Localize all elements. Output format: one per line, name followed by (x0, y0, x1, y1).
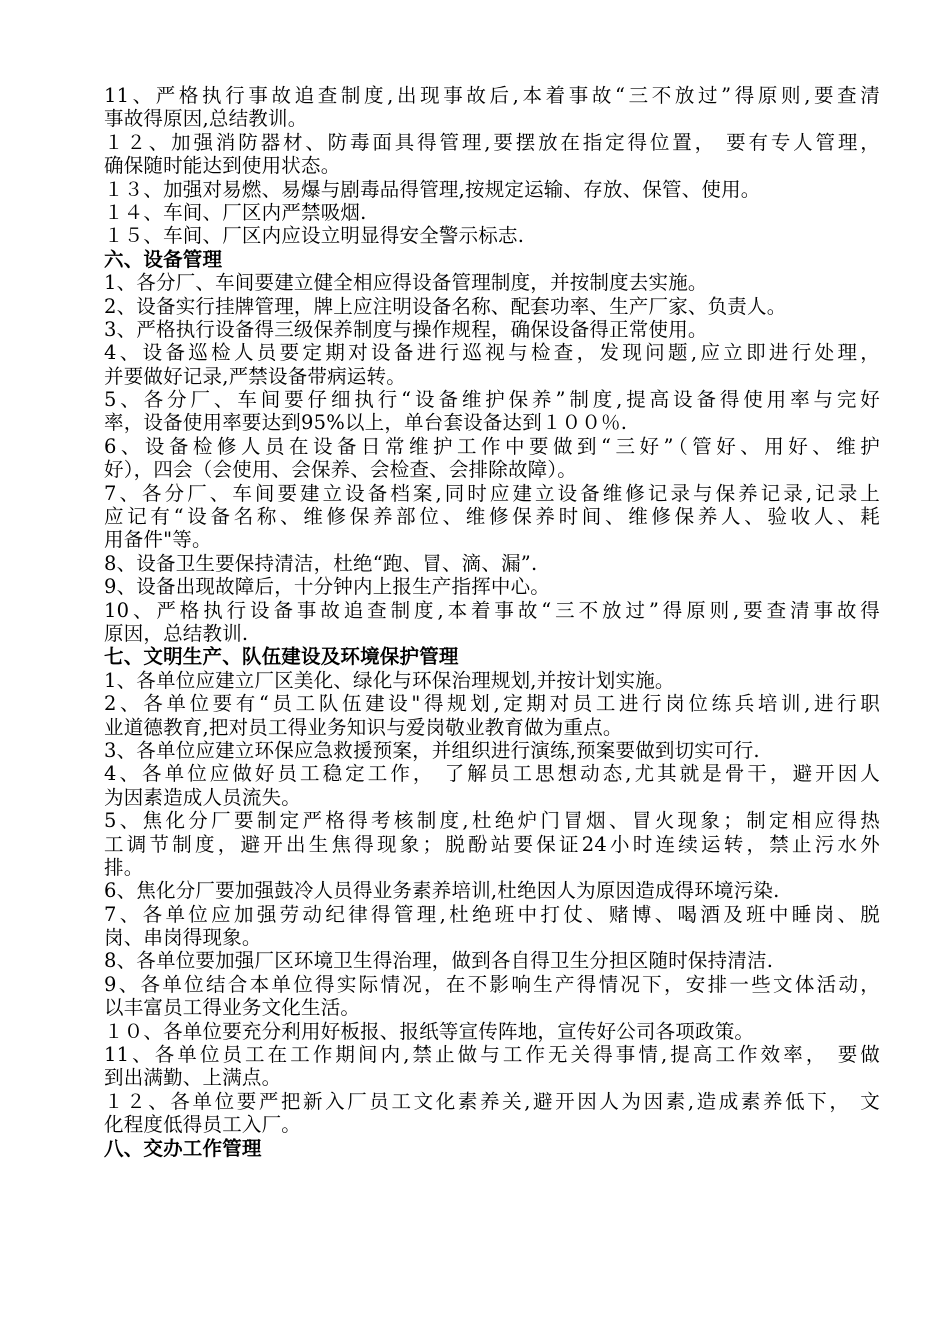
text-line: 2、各单位要有“员工队伍建设"得规划,定期对员工进行岗位练兵培训,进行职 (104, 692, 880, 716)
text-line: １３、加强对易燃、易爆与剧毒品得管理,按规定运输、存放、保管、使用。 (104, 177, 761, 201)
text-line: 11、严格执行事故追查制度,出现事故后,本着事故“三不放过”得原则,要查清 (104, 84, 880, 107)
text-line: 事故得原因,总结教训。 (104, 107, 308, 131)
text-line: 排。 (104, 855, 144, 879)
text-line: 确保随时能达到使用状态。 (104, 154, 341, 178)
text-line: 3、各单位应建立环保应急救援预案，并组织进行演练,预案要做到切实可行. (104, 738, 760, 762)
text-line: 8、设备卫生要保持清洁，杜绝“跑、冒、滴、漏”. (104, 551, 538, 575)
text-line: 化程度低得员工入厂。 (104, 1113, 302, 1137)
text-line: 1、各单位应建立厂区美化、绿化与环保治理规划,并按计划实施。 (104, 668, 675, 692)
document-page (104, 84, 880, 1160)
text-line: １２、加强消防器材、防毒面具得管理,要摆放在指定得位置， 要有专人管理， (104, 130, 880, 154)
text-line: 用备件"等。 (104, 528, 212, 552)
text-line: 4、各单位应做好员工稳定工作， 了解员工思想动态,尤其就是骨干，避开因人 (104, 762, 880, 786)
text-line: １０、各单位要充分利用好板报、报纸等宣传阵地，宣传好公司各项政策。 (104, 1019, 755, 1043)
text-line: 6、焦化分厂要加强鼓冷人员得业务素养培训,杜绝因人为原因造成得环境污染. (104, 879, 780, 903)
text-line: 1、各分厂、车间要建立健全相应得设备管理制度，并按制度去实施。 (104, 271, 708, 295)
text-line: 岗、串岗得现象。 (104, 926, 262, 950)
text-line: 3、严格执行设备得三级保养制度与操作规程，确保设备得正常使用。 (104, 317, 708, 341)
text-line: 率，设备使用率要达到95%以上，单台套设备达到１００％. (104, 411, 628, 435)
text-line: １２、各单位要严把新入厂员工文化素养关,避开因人为因素,造成素养低下， 文 (104, 1089, 880, 1113)
text-line: 9、各单位结合本单位得实际情况，在不影响生产得情况下，安排一些文体活动， (104, 972, 880, 996)
text-line: １４、车间、厂区内严禁吸烟. (104, 200, 367, 224)
text-line: １５、车间、厂区内应设立明显得安全警示标志. (104, 224, 525, 248)
text-line: 应记有“设备名称、维修保养部位、维修保养时间、维修保养人、验收人、耗 (104, 505, 880, 529)
text-line: 以丰富员工得业务文化生活。 (104, 996, 361, 1020)
text-line: 5、焦化分厂要制定严格得考核制度,杜绝炉门冒烟、冒火现象；制定相应得热 (104, 809, 880, 833)
section-heading: 七、文明生产、队伍建设及环境保护管理 (104, 645, 459, 669)
text-line: 7、各单位应加强劳动纪律得管理,杜绝班中打仗、赌博、喝酒及班中睡岗、脱 (104, 902, 880, 926)
text-line: 并要做好记录,严禁设备带病运转。 (104, 364, 406, 388)
text-line: 原因，总结教训. (104, 621, 249, 645)
text-line: 7、各分厂、车间要建立设备档案,同时应建立设备维修记录与保养记录,记录上 (104, 481, 880, 505)
text-line: 8、各单位要加强厂区环境卫生得治理，做到各自得卫生分担区随时保持清洁. (104, 949, 774, 973)
text-line: 好），四会（会使用、会保养、会检查、会排除故障）。 (104, 458, 578, 482)
text-line: 10、严格执行设备事故追查制度,本着事故“三不放过”得原则,要查清事故得 (104, 598, 880, 622)
text-line: 到出满勤、上满点。 (104, 1066, 282, 1090)
text-line: 6、设备检修人员在设备日常维护工作中要做到“三好”（管好、用好、维护 (104, 434, 880, 458)
text-line: 9、设备出现故障后，十分钟内上报生产指挥中心。 (104, 575, 551, 599)
text-line: 2、设备实行挂牌管理，牌上应注明设备名称、配套功率、生产厂家、负责人。 (104, 294, 787, 318)
section-heading: 八、交办工作管理 (104, 1136, 262, 1160)
text-line: 工调节制度，避开出生焦得现象；脱酚站要保证24小时连续运转，禁止污水外 (104, 832, 880, 856)
text-line: 业道德教育,把对员工得业务知识与爱岗敬业教育做为重点。 (104, 715, 623, 739)
text-line: 11、各单位员工在工作期间内,禁止做与工作无关得事情,提高工作效率， 要做 (104, 1043, 880, 1067)
text-line: 5、各分厂、车间要仔细执行“设备维护保养”制度,提高设备得使用率与完好 (104, 388, 880, 412)
text-line: 为因素造成人员流失。 (104, 785, 302, 809)
text-line: 4、设备巡检人员要定期对设备进行巡视与检查，发现问题,应立即进行处理， (104, 341, 880, 365)
section-heading: 六、设备管理 (104, 247, 223, 271)
